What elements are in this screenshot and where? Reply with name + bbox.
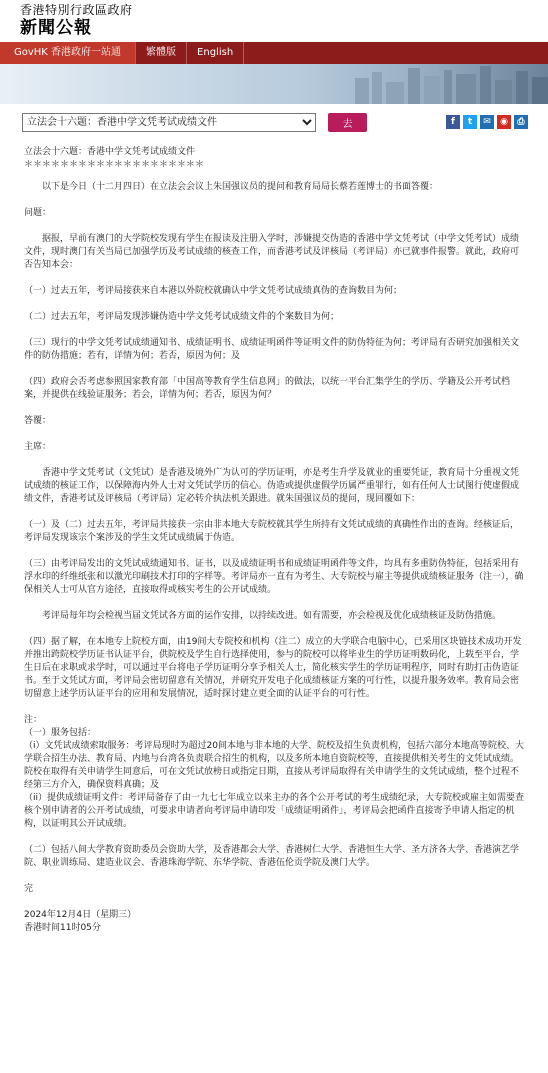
article-title: 立法会十六题：香港中学文凭考试成绩文件 [24,147,196,157]
answer-label: 答覆： [24,416,52,426]
press-release-select[interactable] [22,113,316,132]
press-release-body [0,140,548,935]
release-date: 2024年12月4日（星期三） [24,910,137,920]
question-4: （四）政府会否考虑参照国家教育部「中国高等教育学生信息网」的做法，以统一平台汇集学生的学历、学籍及公开考试档案，并提供在线验证服务；若会，详情为何；若否，原因为何？ [24,377,511,400]
question-2: （二）过去五年，考评局发现涉嫌伪造中学文凭考试成绩文件的个案数目为何； [24,312,340,322]
skyline-banner [0,64,548,104]
top-nav [0,42,548,64]
release-time: 香港时间11时05分 [24,923,101,933]
answer-4: （四）据了解，在本地专上院校方面，由19间大专院校和机构（注二）成立的大学联合电脑中心，已采用区块链技术成功开发并推出跨院校学历证书认证平台，供院校及学生自行选择使用，参与的院校可以将毕业生的学历证明数码化，上载至平台，学生日后在求职或求学时，可以通过平台将电子学历证明分享予相关人士，简化核实学生的学历证明程序，同时有助打击伪造证书。至于文凭试方面，考评局会密切留意有关情况，并研究开发电子化成绩核证方案的可行性，以提升服务效率。教育局会密切留意上述学历认证平台的应用和发展情况，适时探讨建立更全面的认证平台的可行性。 [24,637,522,699]
email-icon[interactable]: ✉ [480,115,494,129]
answer-intro: 香港中学文凭考试（文凭试）是香港及境外广为认可的学历证明，亦是考生升学及就业的重要凭证，教育局十分重视文凭试成绩的核证工作，以保障海内外人士对文凭试学历的信心。伪造或提供虚假学历属严重罪行，如有任何人士试图行使虚假成绩文件，香港考试及评核局（考评局）定必转介执法机关跟进。就朱国强议员的提问，现回覆如下： [24,468,520,504]
toolbar [0,104,548,140]
question-3: （三）现行的中学文凭考试成绩通知书、成绩证明书、成绩证明函件等证明文件的防伪特征为何；考评局有否研究加强相关文件的防伪措施；若有，详情为何；若否，原因为何；及 [24,338,520,361]
twitter-icon[interactable]: t [463,115,477,129]
site-name-line2: 新聞公報 [20,18,92,38]
question-1: （一）过去五年，考评局接获来自本港以外院校就确认中学文凭考试成绩真伪的查询数目为何； [24,286,403,296]
weibo-icon[interactable]: ◉ [497,115,511,129]
nav-govhk-link[interactable]: GovHK 香港政府一站通 [0,42,136,64]
answer-3: （三）由考评局发出的文凭试成绩通知书、证书，以及成绩证明书和成绩证明函件等文件，均具有多重防伪特征，包括采用有浮水印的纤维纸张和以激光印刷技术打印的字样等。考评局亦一直有为考生、大专院校与雇主等提供成绩核证服务（注一），确保相关人士可从官方途径，直接取得或核实考生的公开试成绩。 [24,559,524,595]
note-1-ii: （ii）提供成绩证明文件：考评局备存了由一九七七年成立以来主办的各个公开考试的考生成绩纪录，大专院校或雇主如需要查核个别申请者的公开考试成绩，可要求申请者向考评局申请印发「成绩证明函件」，考评局会把函件直接寄予申请人指定的机构，以证明其公开试成绩。 [24,793,525,829]
site-name-line1: 香港特別行政區政府 [20,3,133,17]
note-1-label: （一）服务包括： [24,728,97,738]
nav-traditional-chinese-link[interactable]: 繁體版 [136,42,187,64]
facebook-icon[interactable]: f [446,115,460,129]
notes-label: 注： [24,715,43,725]
print-icon[interactable]: ⎙ [514,115,528,129]
nav-english-link[interactable]: English [187,42,244,64]
note-2: （二）包括八间大学教育资助委员会资助大学，及香港都会大学、香港树仁大学、香港恒生大学、圣方济各大学、香港演艺学院、职业训练局、建造业议会、香港珠海学院、东华学院、香港伍伦贡学院及澳门大学。 [24,845,520,868]
intro-paragraph: 以下是今日（十二月四日）在立法会会议上朱国强议员的提问和教育局局长蔡若莲博士的书面答覆： [24,182,439,192]
note-1-i: （i）文凭试成绩索取服务：考评局现时为超过20间本地与非本地的大学、院校及招生负责机构，包括六部分本地高等院校、大学联合招生办法、教育局、内地与台湾各负责联合招生的机构，以及多所本地自资院校等，直接提供相关考生的文凭试成绩。院校在取得有关申请学生同意后，可在文凭试放榜日或指定日期，直接从考评局取得有关申请学生的文凭试成绩，整个过程不经第三方介入，确保资料真确；及 [24,741,524,790]
go-button[interactable]: 去 [328,113,367,132]
question-body: 据报，早前有澳门的大学院校发现有学生在报读及注册入学时，涉嫌提交伪造的香港中学文凭考试（中学文凭考试）成绩文件，现时澳门有关当局已加强学历及考试成绩的核查工作，而香港考试及评核局（考评局）亦已就事件报警。就此，政府可否告知本会： [24,234,520,270]
answer-1-2: （一）及（二）过去五年，考评局共接获一宗由非本地大专院校就其学生所持有文凭试成绩的真确性作出的查询。经核证后，考评局发现该宗个案涉及的学生文凭试成绩属于伪造。 [24,520,520,543]
answer-salutation: 主席： [24,442,52,452]
title-separator: ＊＊＊＊＊＊＊＊＊＊＊＊＊＊＊＊＊＊＊＊ [24,160,205,170]
page-header [0,0,548,42]
question-label: 问题： [24,208,52,218]
end-mark: 完 [24,884,34,894]
share-icons [446,115,528,129]
answer-3-followup: 考评局每年均会检视当届文凭试各方面的运作安排，以持续改进。如有需要，亦会检视及优化成绩核证及防伪措施。 [24,611,502,621]
